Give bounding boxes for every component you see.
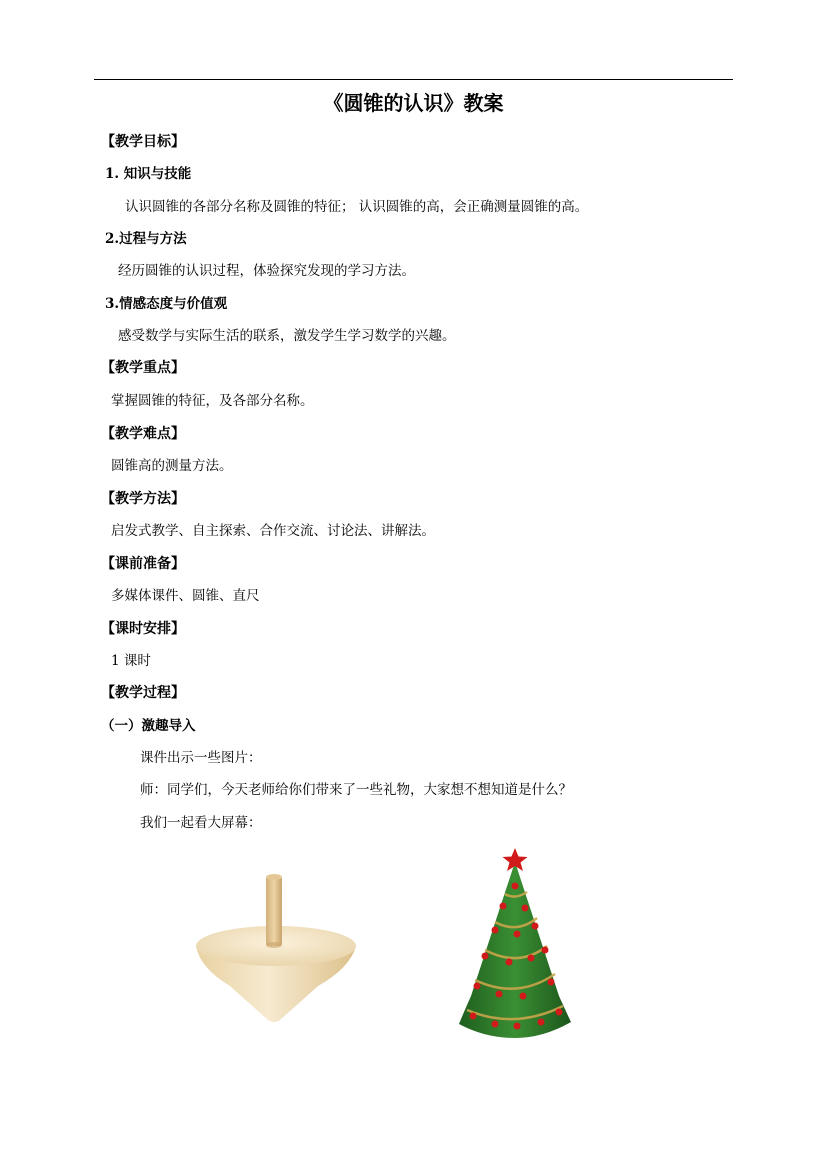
prep-text: 多媒体课件、圆锥、直尺	[111, 588, 260, 604]
schedule-text: 1 课时	[111, 653, 151, 669]
goal1-heading: 1. 知识与技能	[105, 166, 192, 182]
prep-heading: 【课前准备】	[101, 556, 185, 572]
method-heading: 【教学方法】	[101, 491, 185, 507]
method-text: 启发式教学、自主探索、合作交流、讨论法、讲解法。	[111, 523, 435, 539]
goal1-text: 认识圆锥的各部分名称及圆锥的特征； 认识圆锥的高，会正确测量圆锥的高。	[125, 199, 589, 215]
intro-line-2: 师：同学们，今天老师给你们带来了一些礼物，大家想不想知道是什么？	[140, 782, 572, 798]
spinning-top-image	[190, 868, 362, 1028]
section-heading-goals: 【教学目标】	[101, 134, 185, 150]
intro-line-3: 我们一起看大屏幕：	[140, 815, 262, 831]
process-heading: 【教学过程】	[101, 685, 185, 701]
intro-line-1: 课件出示一些图片：	[140, 750, 262, 766]
keypoint-heading: 【教学重点】	[101, 360, 185, 376]
difficulty-text: 圆锥高的测量方法。	[111, 458, 233, 474]
header-rule	[94, 79, 733, 80]
intro-heading: （一）激趣导入	[101, 718, 196, 734]
goal2-text: 经历圆锥的认识过程，体验探究发现的学习方法。	[118, 263, 415, 279]
christmas-tree-image	[455, 846, 575, 1040]
document-title: 《圆锥的认识》教案	[323, 91, 504, 115]
goal3-heading: 3.情感态度与价值观	[105, 296, 228, 312]
goal3-text: 感受数学与实际生活的联系，激发学生学习数学的兴趣。	[118, 328, 456, 344]
schedule-heading: 【课时安排】	[101, 621, 185, 637]
keypoint-text: 掌握圆锥的特征，及各部分名称。	[111, 393, 314, 409]
goal2-heading: 2.过程与方法	[105, 231, 187, 247]
difficulty-heading: 【教学难点】	[101, 426, 185, 442]
